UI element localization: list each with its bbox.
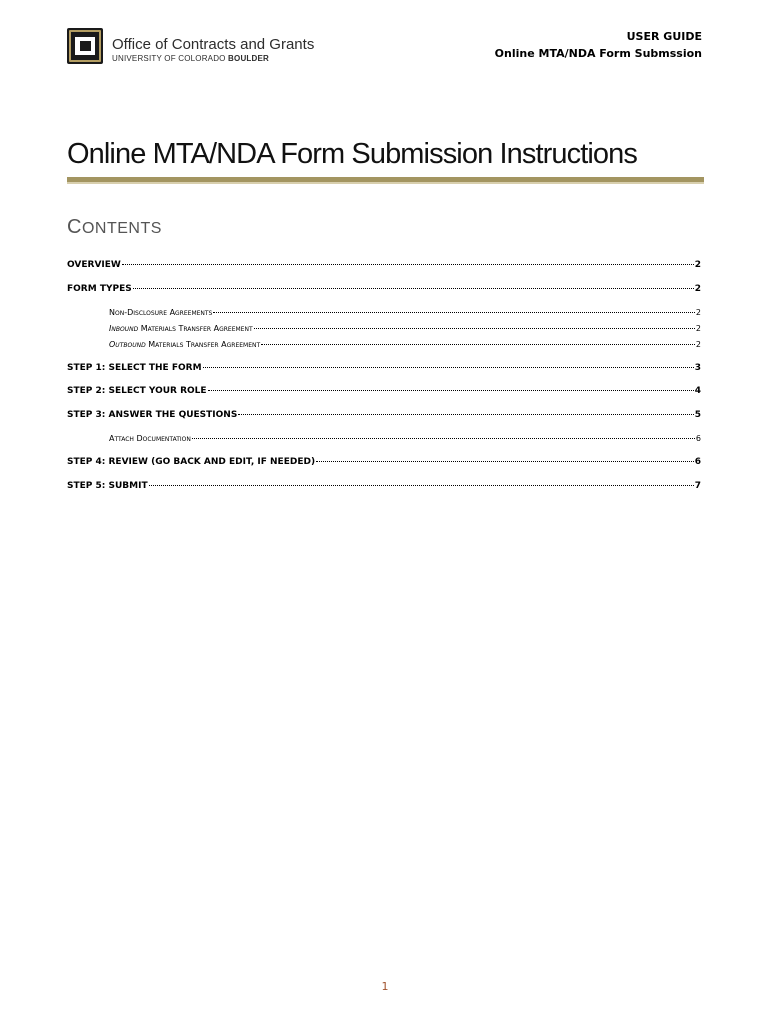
toc-entry-label: Non-Disclosure Agreements (109, 308, 213, 317)
toc-entry-label: STEP 5: SUBMIT (67, 481, 148, 491)
toc-entry-label-italic: Inbound (109, 324, 139, 333)
toc-leader (149, 485, 694, 486)
toc-entry-label-italic: Outbound (109, 340, 146, 349)
guide-subtitle: Online MTA/NDA Form Submssion (494, 47, 702, 60)
guide-label: USER GUIDE (626, 30, 702, 43)
toc-entry-label: STEP 2: SELECT YOUR ROLE (67, 386, 207, 396)
toc-leader (192, 438, 695, 439)
toc-entry-page: 2 (694, 260, 701, 270)
toc-entry-label: STEP 1: SELECT THE FORM (67, 363, 202, 373)
toc-leader (238, 414, 693, 415)
toc-entry-form-types[interactable] (67, 284, 701, 298)
toc-entry-step-5[interactable] (67, 481, 701, 495)
org-logo (67, 28, 367, 66)
org-name: Office of Contracts and Grants (112, 36, 315, 53)
toc-leader (316, 461, 694, 462)
toc-entry-page: 2 (695, 324, 701, 333)
cu-logo-icon (67, 28, 103, 64)
toc-leader (122, 264, 694, 265)
toc-leader (133, 288, 694, 289)
toc-leader (254, 328, 695, 329)
toc-entry-non-disclosure-agreements[interactable] (109, 308, 701, 322)
university-prefix: UNIVERSITY OF COLORADO (112, 54, 226, 63)
toc-entry-label: OVERVIEW (67, 260, 121, 270)
toc-entry-page: 3 (694, 363, 701, 373)
toc-entry-attach-documentation[interactable] (109, 434, 701, 448)
toc-leader (261, 344, 695, 345)
toc-entry-inbound-mta[interactable] (109, 324, 701, 338)
toc-leader (203, 367, 694, 368)
toc-entry-page: 4 (694, 386, 701, 396)
toc-entry-page: 5 (694, 410, 701, 420)
page-number: 1 (381, 980, 389, 993)
toc-entry-label-text: Materials Transfer Agreement (138, 324, 253, 333)
toc-entry-outbound-mta[interactable] (109, 340, 701, 354)
page-title: Online MTA/NDA Form Submission Instructions (67, 138, 637, 170)
toc-leader (213, 312, 695, 313)
contents-heading-initial: C (67, 216, 82, 238)
university-campus: BOULDER (228, 54, 270, 63)
title-divider-shadow (67, 182, 704, 184)
toc-entry-label (109, 324, 253, 333)
toc-entry-step-2[interactable] (67, 386, 701, 400)
toc-entry-overview[interactable] (67, 260, 701, 274)
toc-entry-label (109, 340, 260, 349)
toc-entry-step-4[interactable] (67, 457, 701, 471)
toc-entry-label-text: Materials Transfer Agreement (145, 340, 261, 349)
contents-heading (67, 216, 162, 239)
toc-entry-step-1[interactable] (67, 363, 701, 377)
toc-entry-step-3[interactable] (67, 410, 701, 424)
toc-entry-page: 2 (695, 308, 701, 317)
toc-entry-page: 2 (695, 340, 701, 349)
toc-leader (208, 390, 694, 391)
toc-entry-page: 6 (694, 457, 701, 467)
toc-entry-label: STEP 3: ANSWER THE QUESTIONS (67, 410, 238, 420)
toc-entry-label: STEP 4: REVIEW (GO BACK AND EDIT, IF NEEDED) (67, 457, 316, 467)
toc-entry-label: Attach Documentation (109, 434, 191, 443)
university-name (112, 54, 269, 63)
toc-entry-page: 6 (695, 434, 701, 443)
toc-entry-page: 2 (694, 284, 701, 294)
toc-entry-page: 7 (694, 481, 701, 491)
contents-heading-rest: ONTENTS (81, 220, 162, 237)
toc-entry-label: FORM TYPES (67, 284, 132, 294)
